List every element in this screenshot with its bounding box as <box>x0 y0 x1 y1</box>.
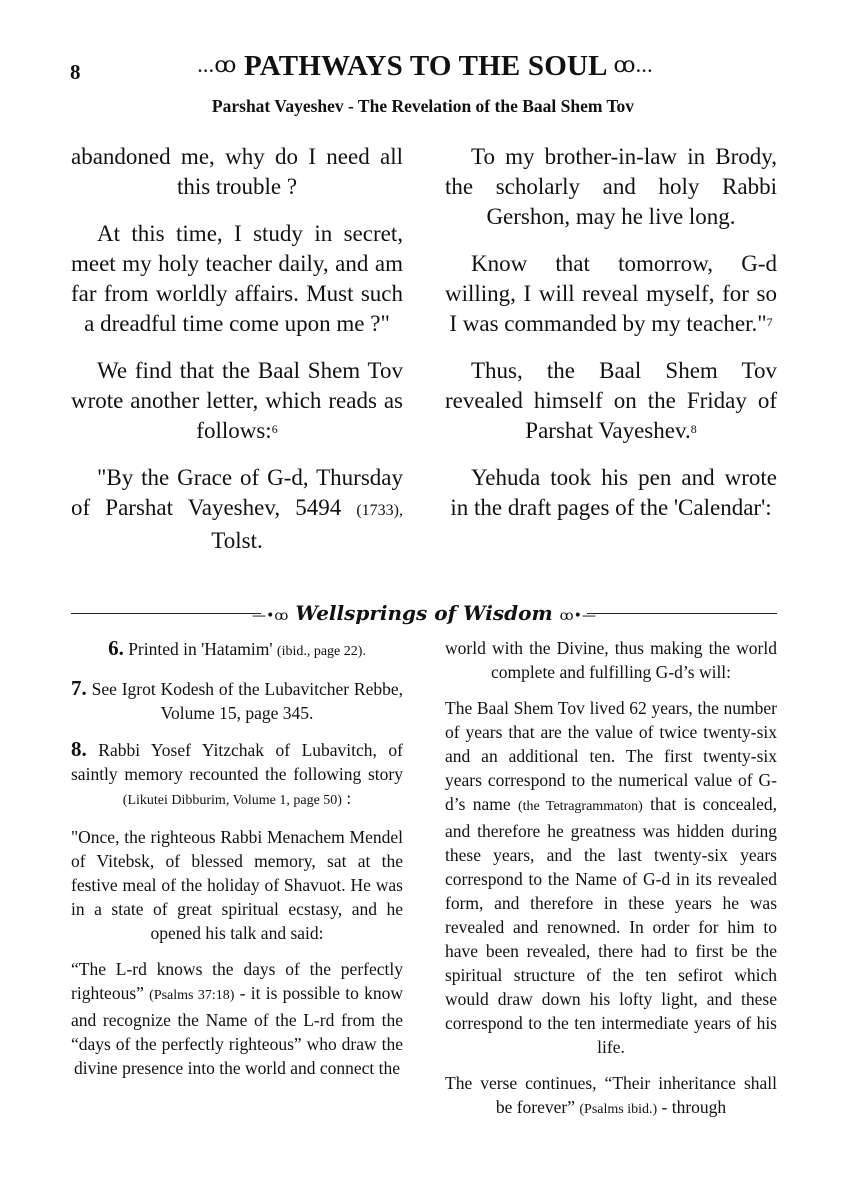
paragraph-text: We find that the Baal Shem Tov wrote another letter, which reads as follows: <box>71 358 403 443</box>
book-title: PATHWAYS TO THE SOUL <box>243 50 607 82</box>
footnote-text: The Baal Shem Tov lived 62 years, the number of years that are the value of twice twenty-six and an additional ten. The first twenty-six years correspond to the numerical value of G-d’s name <box>445 698 777 814</box>
footnote-6 <box>71 636 403 664</box>
citation: (Likutei Dibburim, Volume 1, page 50) <box>122 793 342 808</box>
footnote-text: The verse continues, “Their inheritance shall be forever” <box>445 1073 777 1117</box>
chapter-subtitle: Parshat Vayeshev - The Revelation of the Baal Shem Tov <box>211 96 635 116</box>
footnote-text: Printed in 'Hatamim' <box>128 639 273 659</box>
paragraph <box>445 249 777 339</box>
footnote-number: 6. <box>108 636 124 660</box>
citation: (ibid., page 22). <box>276 644 366 659</box>
footnote-paragraph: world with the Divine, thus making the world complete and fulfilling G-d’s will: <box>445 638 777 682</box>
page-number: 8 <box>70 60 81 84</box>
footnote-text: : <box>341 788 352 808</box>
footnote-text: Rabbi Yosef Yitzchak of Lubavitch, of saintly memory recounted the following story <box>71 740 404 784</box>
running-head <box>130 50 720 83</box>
paragraph: abandoned me, why do I need all this trouble ? <box>71 144 403 199</box>
citation: (the Tetragrammaton) <box>517 799 643 814</box>
main-column-left <box>71 142 403 573</box>
paragraph <box>445 356 777 446</box>
footnote-ref: 8 <box>690 422 697 436</box>
footnotes-column-left <box>71 636 403 1092</box>
main-column-right <box>445 142 777 540</box>
footnote-text: See Igrot Kodesh of the Lubavitcher Rebbe, Volume 15, page 345. <box>91 679 403 723</box>
section-divider <box>71 601 777 625</box>
citation: (Psalms 37:18) <box>149 988 235 1003</box>
footnote-paragraph: "Once, the righteous Rabbi Menachem Mendel of Vitebsk, of blessed memory, sat at the festive meal of the holiday of Shavuot. He was in a state of great spiritual ecstasy, and he opened his talk and said: <box>71 827 403 943</box>
footnote-text: - through <box>661 1097 727 1117</box>
footnote-text: that is concealed, and therefore he greatness was hidden during these years, and the last twenty-six years correspond to the Name of G-d in its revealed form, and therefore in these years he was revealed and renowned. In order for him to have been revealed, there had to first be the spiritual structure of the ten sefirot which would draw down his lofty light, and these correspond to the ten intermediate years of his life. <box>445 794 778 1057</box>
paragraph: Yehuda took his pen and wrote in the draft pages of the 'Calendar': <box>450 465 777 520</box>
footnote-paragraph <box>445 1071 777 1122</box>
footnote-8 <box>71 737 403 813</box>
paragraph-text: Thus, the Baal Shem Tov revealed himself on the Friday of Parshat Vayeshev. <box>445 358 777 443</box>
divider-ornament-left-icon: —•ꝏ <box>252 608 289 624</box>
divider-ornament-right-icon: ꝏ•— <box>559 608 596 624</box>
paragraph: At this time, I study in secret, meet my holy teacher daily, and am far from worldly affairs. Must such a dreadful time come upon me ?" <box>71 221 403 336</box>
paragraph: To my brother-in-law in Brody, the scholarly and holy Rabbi Gershon, may he live long. <box>445 144 777 229</box>
paragraph-text: "By the Grace of G-d, Thursday of Parshat Vayeshev, 5494 <box>71 465 403 520</box>
footnote-number: 8. <box>71 737 87 761</box>
year-note: (1733), <box>356 502 403 519</box>
footnote-number: 7. <box>71 676 87 700</box>
footnote-text: - it is possible to know and recognize the Name of the L-rd from the “days of the perfectly righteous” who draw the divine presence into the world and connect the <box>71 983 403 1078</box>
ornament-left-icon: ...ꝏ <box>197 52 237 77</box>
footnote-ref: 6 <box>271 422 278 436</box>
paragraph <box>71 356 403 446</box>
footnote-ref: 7 <box>766 315 773 329</box>
paragraph-text: Know that tomorrow, G-d willing, I will reveal myself, for so I was commanded by my teacher." <box>445 251 777 336</box>
paragraph-text: Tolst. <box>211 528 263 553</box>
ornament-right-icon: ꝏ... <box>613 52 653 77</box>
footnote-7 <box>71 676 403 725</box>
citation: (Psalms ibid.) <box>579 1102 658 1117</box>
divider-label <box>71 601 777 625</box>
footnote-text: “The L-rd knows the days of the perfectly righteous” <box>71 959 403 1003</box>
divider-title: Wellsprings of Wisdom <box>295 601 553 625</box>
footnote-paragraph <box>445 696 777 1059</box>
footnote-paragraph <box>71 957 403 1080</box>
footnotes-column-right <box>445 636 777 1134</box>
paragraph <box>71 463 403 556</box>
